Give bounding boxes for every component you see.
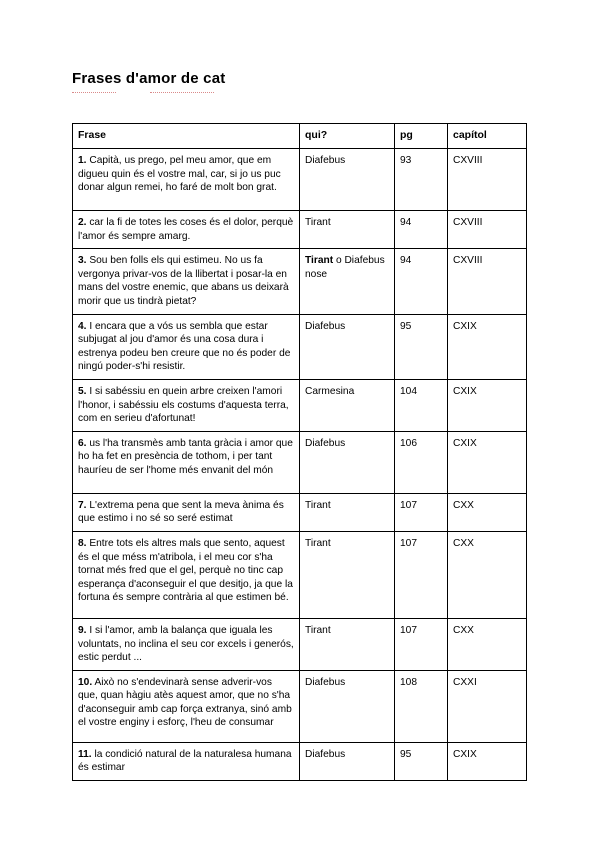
chapter-cell: CXX xyxy=(448,618,527,670)
speaker-name: Diafebus xyxy=(305,437,346,449)
phrase-number: 3. xyxy=(78,255,87,267)
column-header-qui: qui? xyxy=(300,124,395,149)
phrases-table xyxy=(72,123,527,781)
table-row xyxy=(73,742,527,780)
table-row xyxy=(73,531,527,618)
page-cell: 107 xyxy=(395,493,448,531)
speaker-name: Carmesina xyxy=(305,385,355,397)
phrase-text: I si l'amor, amb la balança que iguala les voluntats, no inclina el seu cor excels i generós, estic perdut ... xyxy=(78,624,294,664)
column-header-pg: pg xyxy=(395,124,448,149)
chapter-cell: CXVIII xyxy=(448,211,527,249)
speaker-cell xyxy=(300,379,395,431)
phrase-text: I encara que a vós us sembla que estar subjugat al jou d'amor és una cosa dura i estrenya podeu ben creure que no és poder de ningú poder-s'hi resistir. xyxy=(78,320,291,373)
phrase-number: 11. xyxy=(78,748,92,760)
speaker-cell xyxy=(300,249,395,314)
page-title: Frases d'amor de cat xyxy=(72,70,226,87)
table-row xyxy=(73,149,527,211)
phrase-cell xyxy=(73,211,300,249)
table-row xyxy=(73,379,527,431)
page-cell: 107 xyxy=(395,531,448,618)
speaker-name: Diafebus xyxy=(305,320,346,332)
speaker-cell xyxy=(300,670,395,742)
table-row xyxy=(73,314,527,379)
page-cell: 95 xyxy=(395,742,448,780)
speaker-cell xyxy=(300,314,395,379)
phrase-cell xyxy=(73,379,300,431)
speaker-name: Tirant xyxy=(305,217,331,228)
phrase-text: car la fi de totes les coses és el dolor, perquè l'amor és sempre amarg. xyxy=(78,217,294,242)
phrase-cell xyxy=(73,249,300,314)
table-row xyxy=(73,493,527,531)
chapter-cell: CXX xyxy=(448,493,527,531)
phrase-text: Sou ben folls els qui estimeu. No us fa vergonya privar-vos de la llibertat i posar-la en mans del vostre enemic, que abans us deixarà morir que us tindrà pietat? xyxy=(78,255,289,307)
speaker-cell xyxy=(300,493,395,531)
chapter-cell: CXIX xyxy=(448,314,527,379)
table-row xyxy=(73,670,527,742)
speaker-name: Diafebus xyxy=(305,676,346,688)
page-cell: 94 xyxy=(395,249,448,314)
speaker-cell xyxy=(300,531,395,618)
phrase-number: 8. xyxy=(78,537,87,549)
chapter-cell: CXVIII xyxy=(448,149,527,211)
table-row xyxy=(73,211,527,249)
phrase-cell xyxy=(73,742,300,780)
chapter-cell: CXX xyxy=(448,531,527,618)
phrase-cell xyxy=(73,493,300,531)
speaker-name: Diafebus xyxy=(305,155,346,166)
page-cell: 95 xyxy=(395,314,448,379)
speaker-name: Diafebus xyxy=(305,748,346,760)
phrase-number: 1. xyxy=(78,155,87,166)
chapter-cell: CXIX xyxy=(448,379,527,431)
speaker-name: Tirant xyxy=(305,499,331,511)
page-cell: 94 xyxy=(395,211,448,249)
phrase-cell xyxy=(73,618,300,670)
phrase-text: us l'ha transmès amb tanta gràcia i amor que ho ha fet en presència de tothom, i per tant hauríeu de ser l'home més envanit del món xyxy=(78,437,293,476)
speaker-cell xyxy=(300,618,395,670)
page-cell: 104 xyxy=(395,379,448,431)
page-cell: 93 xyxy=(395,149,448,211)
chapter-cell: CXXI xyxy=(448,670,527,742)
title-underline-decoration xyxy=(72,92,116,93)
speaker-name-bold: Tirant xyxy=(305,255,334,267)
column-header-capitol: capítol xyxy=(448,124,527,149)
speaker-cell xyxy=(300,149,395,211)
phrase-number: 10. xyxy=(78,676,93,688)
phrase-text: la condició natural de la naturalesa humana és estimar xyxy=(78,748,292,774)
phrase-cell xyxy=(73,314,300,379)
phrase-text: I si sabéssiu en quein arbre creixen l'amori l'honor, i sabéssiu els costums d'aquesta terra, com en serieu d'afortunat! xyxy=(78,385,289,425)
speaker-name: Tirant xyxy=(305,537,331,549)
table-row xyxy=(73,618,527,670)
phrase-cell xyxy=(73,531,300,618)
speaker-name-rest: o Diafebus nose xyxy=(305,255,385,280)
title-underline-decoration xyxy=(150,92,214,93)
chapter-cell: CXIX xyxy=(448,431,527,493)
speaker-cell xyxy=(300,431,395,493)
phrase-text: Entre tots els altres mals que sento, aquest és el que méss m'atribola, i el meu cor s'ha tornat més fred que el gel, perquè no tinc cap esperança d'aconseguir el que desitjo, ja que la fortuna és sempre contrària al que estimen bé. xyxy=(78,537,293,604)
phrase-number: 7. xyxy=(78,499,87,511)
phrase-text: Això no s'endevinarà sense adverir-vos que, quan hàgiu atès aquest amor, que no s'ha d'aconseguir amb cap força extranya, sinó amb el vostre enginy i esforç, l'heu de consumar xyxy=(78,676,292,729)
page-cell: 106 xyxy=(395,431,448,493)
phrase-cell xyxy=(73,670,300,742)
page-cell: 108 xyxy=(395,670,448,742)
phrase-cell xyxy=(73,149,300,211)
phrase-number: 2. xyxy=(78,217,87,228)
phrase-number: 4. xyxy=(78,320,87,332)
chapter-cell: CXIX xyxy=(448,742,527,780)
page-cell: 107 xyxy=(395,618,448,670)
phrase-text: L'extrema pena que sent la meva ànima és que estimo i no sé so seré estimat xyxy=(78,499,284,525)
table-row xyxy=(73,431,527,493)
phrase-number: 9. xyxy=(78,624,87,636)
speaker-name: Tirant xyxy=(305,624,331,636)
phrase-number: 5. xyxy=(78,385,87,397)
speaker-cell xyxy=(300,211,395,249)
chapter-cell: CXVIII xyxy=(448,249,527,314)
phrase-cell xyxy=(73,431,300,493)
phrase-text: Capità, us prego, pel meu amor, que em digueu quin és el vostre mal, car, si jo us puc donar algun remei, ho faré de molt bon grat. xyxy=(78,155,281,194)
table-row xyxy=(73,249,527,314)
phrase-number: 6. xyxy=(78,437,87,449)
table-header-row xyxy=(73,124,527,149)
speaker-cell xyxy=(300,742,395,780)
column-header-frase: Frase xyxy=(73,124,300,149)
